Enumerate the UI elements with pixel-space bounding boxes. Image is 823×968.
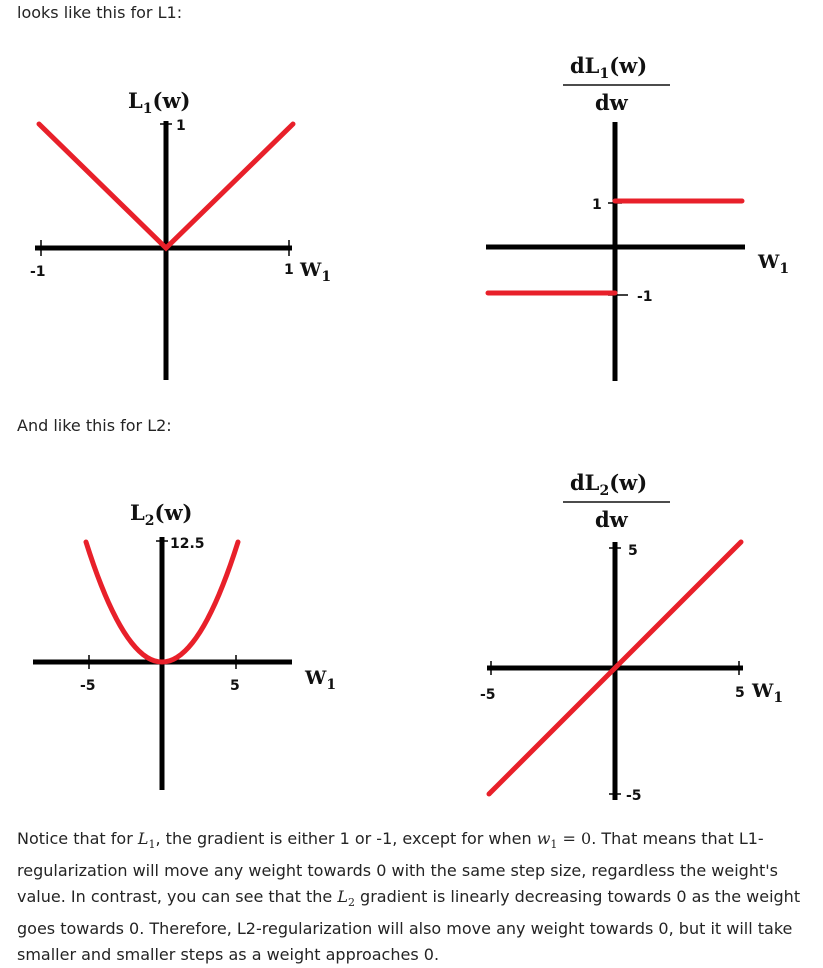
l2-grad-x-tick-pos-label: 5 [735,685,745,701]
l1-loss-title: $L_1(w)$ [128,88,191,117]
math-l2: $L_2$ [337,887,355,910]
l1-grad-numerator: $dL_1(w)$ [570,53,648,82]
notice-text-d: gradient is linearly decreasing towards 0 as the weight goes towards 0. Therefore, L2-regularization will also move any weight towards 0, but it will take smaller and smaller steps as a weight approaches 0. [17,887,801,965]
l1-grad-plot [486,53,789,381]
l2-grad-denominator: dw [595,507,628,532]
l2-loss-plot [33,500,336,790]
l1-loss-axis-label: $W_1$ [300,259,332,285]
l2-grad-y-tick-pos-label: 5 [628,543,638,559]
l1-loss-x-tick-pos-label: 1 [284,262,294,278]
l2-grad-plot [480,470,783,804]
notice-text-b: , the gradient is either 1 or -1, except for when [155,829,537,848]
notice-text-a: Notice that for [17,829,138,848]
l2-loss-y-tick-label: 12.5 [170,536,205,552]
l2-grad-numerator: $dL_2(w)$ [570,470,648,499]
l1-grad-y-tick-neg-label: -1 [637,289,653,305]
l2-loss-x-tick-pos-label: 5 [230,678,240,694]
l2-loss-axis-label: $W_1$ [305,667,337,693]
l2-loss-x-tick-neg-label: -5 [80,678,96,694]
math-l1: $L_1$ [137,829,156,852]
l1-grad-denominator: dw [595,90,628,115]
l1-grad-axis-label: $W_1$ [758,251,790,277]
notice-text-c: . That means that L1-regularization will move any weight towards 0 with the same step size, regardless the weight's value. In contrast, you can see that the [17,829,778,907]
l1-loss-x-tick-neg-label: -1 [30,264,46,280]
l1-grad-y-tick-pos-label: 1 [592,197,602,213]
l2-grad-axis-label: $W_1$ [752,680,784,706]
l2-grad-y-tick-neg-label: -5 [626,788,642,804]
math-w1-eq-0: $w_1 = 0$ [536,829,592,852]
l2-grad-x-tick-neg-label: -5 [480,687,496,703]
l1-loss-y-tick-label: 1 [176,118,186,134]
notice-paragraph [17,826,807,968]
l1-loss-plot [30,88,331,380]
l2-loss-title: $L_2(w)$ [130,500,193,529]
intro-l1-text: looks like this for L1: [17,3,183,22]
intro-l2-text: And like this for L2: [17,416,172,435]
